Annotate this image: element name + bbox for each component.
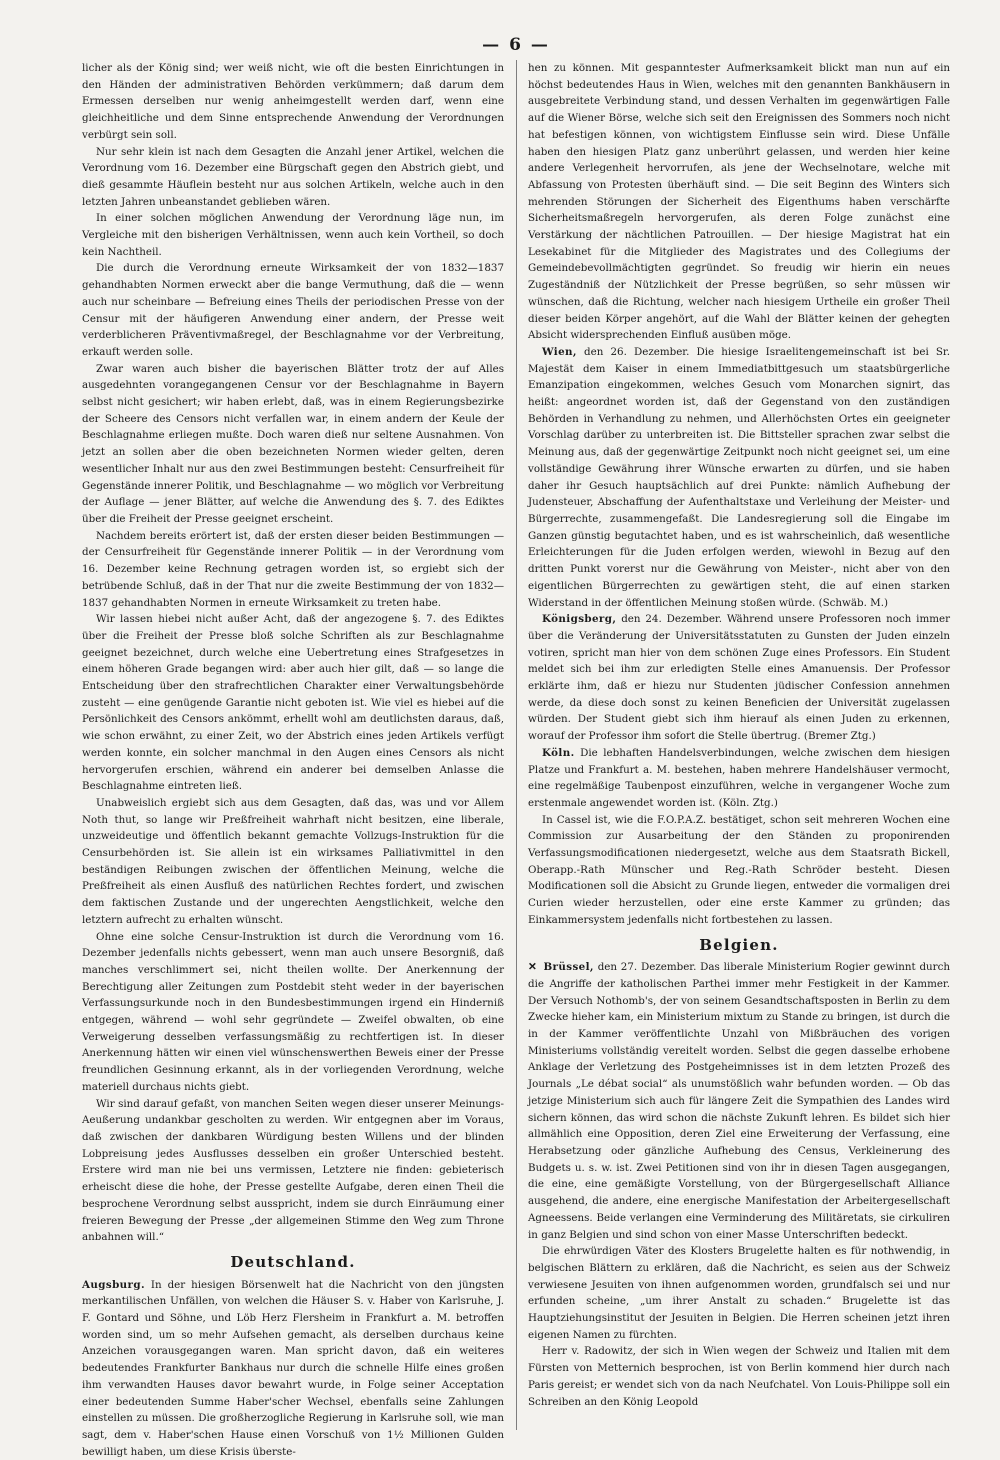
news-item-cassel: In Cassel ist, wie die F.O.P.A.Z. bestätiget, schon seit mehreren Wochen eine Commission zur Ausarbeitung der den Ständen zu proponirenden Verfassungsmodificationen niedergesetzt, welche aus dem Staatsrath Bickell, Oberapp.-Rath Münscher und Reg.-Rath Schröder besteht. Diesen Modificationen soll die Absicht zu Grunde liegen, entweder die vormaligen drei Curien wieder herzustellen, oder eine erste Kammer zu gründen; das Einkammersystem jedenfalls nicht fortbestehen zu lassen. — [528, 813, 950, 926]
news-item-koeln — [528, 745, 950, 812]
paragraph: Nachdem bereits erörtert ist, daß der ersten dieser beiden Bestimmungen — der Censurfreiheit für Gegenstände innerer Politik — in der Verordnung vom 16. Dezember keine Rechnung getragen worden ist, so ergiebt sich der betrübende Schluß, daß in der That nur die zweite Bestimmung der von 1832—1837 gehandhabten Normen in erneute Wirksamkeit zu treten habe. — [82, 529, 504, 609]
paragraph: Ohne eine solche Censur-Instruktion ist durch die Verordnung vom 16. Dezember jedenfalls nichts gebessert, wenn man auch unsere Besorgniß, daß manches verschlimmert sei, nicht theilen wollte. Der Anerkennung der Berechtigung aller Zeitungen zum Postdebit steht weder in der bayerischen Verfassungsurkunde noch in den Bundesbestimmungen irgend ein Hinderniß entgegen, während — wohl sehr gegründete — Zweifel obwalten, ob eine Verweigerung desselben verfassungsmäßig zu rechtfertigen ist. In dieser Anerkennung hätten wir einen viel wünschenswerthen Beweis einer der Presse freundlichen Gesinnung erkannt, als in der vorliegenden Verordnung, welche materiell durchaus nichts giebt. — [82, 930, 504, 1093]
news-text: den 27. Dezember. Das liberale Ministerium Rogier gewinnt durch die Angriffe der katholischen Parthei immer mehr Festigkeit in der Kammer. Der Versuch Nothomb's, der von seinem Gesandtschaftsposten in Berlin zu dem Zwecke hieher kam, ein Ministerium mixtum zu Stande zu bringen, ist durch die in der Kammer veröffentlichte Unzahl von Mißbräuchen des vorigen Ministeriums vollständig vereitelt worden. Selbst die gegen dasselbe erhobene Anklage der Verletzung des Postgeheimnisses ist in dem letzten Prozeß des Journals „Le débat social“ als unumstößlich wahr befunden worden. — Ob das jetzige Ministerium sich auch für längere Zeit die Sympathien des Landes wird sichern können, das wird schon die nächste Zukunft lehren. Es bildet sich hier allmählich eine Opposition, deren Ziel eine Erweiterung der Verfassung, eine Herabsetzung oder gänzliche Aufhebung des Census, Verkleinerung des Budgets u. s. w. ist. Zwei Petitionen sind von ihr in diesen Tagen ausgegangen, die eine, eine gemäßigte Vorstellung, von der Bürgergesellschaft Alliance ausgehend, die andere, eine energische Manifestation der Arbeitergesellschaft Agneessens. Beide verlangen eine Verminderung des Militäretats, sie cirkuliren in ganz Belgien und sind schon von einer Masse Unterschriften bedeckt. — [528, 961, 950, 1241]
dateline-place: Brüssel, — [543, 961, 594, 974]
paragraph: Die durch die Verordnung erneute Wirksamkeit der von 1832—1837 gehandhabten Normen erweckt aber die bange Vermuthung, daß die — wenn auch nur scheinbare — Befreiung eines Theils der periodischen Presse von der Censur mit der häufigeren Anwendung einer andern, der Presse weit verderblicheren Präventivmaßregel, der Beschlagnahme vor der Verbreitung, erkauft werden solle. — [82, 262, 504, 358]
page-number: — 6 — — [482, 35, 550, 55]
news-item-koenigsberg — [528, 611, 950, 745]
news-text: Die lebhaften Handelsverbindungen, welche zwischen dem hiesigen Platze und Frankfurt a. M. bestehen, haben mehrere Handelshäuser vermocht, eine regelmäßige Taubenpost einzuführen, welche in vergangener Woche zum erstenmale angewendet worden ist. (Köln. Ztg.) — [528, 746, 950, 809]
news-item-wien — [528, 344, 950, 611]
paragraph: Unabweislich ergiebt sich aus dem Gesagten, daß das, was und vor Allem Noth thut, so lange wir Preßfreiheit wahrhaft nicht besitzen, eine liberale, unzweideutige und öffentlich bekannt gemachte Vollzugs-Instruktion für die Censurbehörden ist. Sie allein ist ein wirksames Palliativmittel in den beständigen Reibungen zwischen der öffentlichen Meinung, welche die Preßfreiheit als einen Ausfluß des natürlichen Rechtes fordert, und zwischen dem faktischen Zustande und der ungerechten Aengstlichkeit, welche den letztern aufrecht zu erhalten wünscht. — [82, 796, 504, 926]
paragraph: In einer solchen möglichen Anwendung der Verordnung läge nun, im Vergleiche mit den bisherigen Verhältnissen, wenn auch kein Vortheil, so doch kein Nachtheil. — [82, 212, 504, 258]
paragraph: Wir sind darauf gefaßt, von manchen Seiten wegen dieser unserer Meinungs-Aeußerung undankbar gescholten zu werden. Wir entgegnen aber im Voraus, daß zwischen der dankbaren Würdigung besten Willens und der blinden Lobpreisung jedes Ausflusses desselben ein großer Unterschied besteht. Erstere wird man nie bei uns vermissen, Letztere nie finden: gebieterisch erheischt diese die hohe, der Presse gestellte Aufgabe, deren einen Theil die besprochene Verordnung selbst ausspricht, indem sie durch Einräumung einer freieren Bewegung der Presse „der allgemeinen Stimme den Weg zum Throne anbahnen will.“ — [82, 1097, 504, 1244]
news-text: den 24. Dezember. Während unsere Professoren noch immer über die Veränderung der Universitätsstatuten zu Gunsten der Juden einzeln votiren, spricht man hier von dem schönen Zuge eines Professors. Ein Student meldet sich bei ihm zur erledigten Stelle eines Amanuensis. Der Professor erklärte ihm, daß er hiezu nur Studenten jüdischer Confession annehmen werde, da diese doch sonst zu keinen Beneficien der Universität zugelassen würden. Der Student giebt sich ihm hierauf als einen Juden zu erkennen, worauf der Professor ihm sofort die Stelle übertrug. (Bremer Ztg.) — [528, 613, 950, 743]
news-item-augsburg — [82, 1277, 504, 1460]
paragraph: licher als der König sind; wer weiß nicht, wie oft die besten Einrichtungen in den Händen der administrativen Behörden verkümmern; daß darum dem Ermessen derselben nur wenig anheimgestellt werden darf, wenn eine gleichheitliche und dem Sinne entsprechende Anwendung der Verordnungen verbürgt sein soll. — [82, 62, 504, 141]
article-columns — [82, 60, 950, 1458]
dateline-place: Köln. — [542, 746, 575, 759]
news-text: In der hiesigen Börsenwelt hat die Nachricht von den jüngsten merkantilischen Unfällen, von welchen die Häuser S. v. Haber von Karlsruhe, J. F. Gontard und Söhne, und Löb Herz Flersheim in Frankfurt a. M. betroffen worden sind, um so mehr Aufsehen gemacht, als derselben durchaus keine Anzeichen vorausgegangen waren. Man spricht davon, daß ein weiteres bedeutendes Frankfurter Bankhaus nur durch die schnelle Hilfe eines großen ihm verwandten Hauses davor bewahrt wurde, in Folge seiner Acceptation einer bedeutenden Summe Haber'scher Wechsel, ebenfalls seine Zahlungen einstellen zu müssen. Die großherzogliche Regierung in Karlsruhe soll, wie man sagt, dem v. Haber'schen Hause einen Vorschuß von 1½ Millionen Gulden bewilligt haben, um diese Krisis überste- — [82, 1278, 504, 1458]
news-item-bruessel — [528, 959, 950, 1243]
paragraph: Nur sehr klein ist nach dem Gesagten die Anzahl jener Artikel, welchen die Verordnung vom 16. Dezember eine Bürgschaft gegen den Abstrich giebt, und dieß gesammte Häuflein besteht nur aus solchen Artikeln, welche auch in den letzten Jahren unbeanstandet geblieben wären. — [82, 145, 504, 208]
cross-marker-icon: ✕ — [528, 961, 537, 974]
paragraph: Zwar waren auch bisher die bayerischen Blätter trotz der auf Alles ausgedehnten vorangegangenen Censur vor der Beschlagnahme in Bayern selbst nicht gesichert; wir haben erlebt, daß, was in einem Regierungsbezirke der Scheere des Censors nicht verfallen war, in einem andern der Keule der Beschlagnahme erliegen mußte. Doch waren dieß nur seltene Ausnahmen. Von jetzt an sollen aber die oben bezeichneten Normen wieder gelten, deren wesentlicher Inhalt nur aus den zwei Bestimmungen besteht: Censurfreiheit für Gegenstände innerer Politik, und Beschlagnahme — wo möglich vor Verbreitung der Auflage — jener Blätter, auf welche die Anwendung des §. 7. des Ediktes über die Freiheit der Presse geeignet erscheint. — [82, 362, 504, 525]
dateline-place: Wien, — [542, 345, 577, 358]
paragraph: Herr v. Radowitz, der sich in Wien wegen der Schweiz und Italien mit dem Fürsten von Metternich besprochen, ist von Berlin kommend hier durch nach Paris gereist; er wendet sich von da nach Neufchatel. Von Louis-Philippe soll ein Schreiben an den König Leopold — [528, 1345, 950, 1408]
news-text: den 26. Dezember. Die hiesige Israelitengemeinschaft ist bei Sr. Majestät dem Kaiser in einem Immediatbittgesuch um staatsbürgerliche Emanzipation eingekommen, welches Gesuch vom Monarchen signirt, das heißt: angeordnet worden ist, daß der Gegenstand von den zuständigen Behörden in Verhandlung zu nehmen, und Allerhöchsten Ortes ein geeigneter Vorschlag darüber zu unterbreiten ist. Die Bittsteller sprachen zwar selbst die Meinung aus, daß der gegenwärtige Zeitpunkt noch nicht geeignet sei, um eine vollständige Gewährung ihrer Wünsche erwarten zu dürfen, und sie haben daher ihr Gesuch hauptsächlich auf drei Punkte: nämlich Aufhebung der Judensteuer, Abschaffung der Aufenthaltstaxe und Verleihung der Meister- und Bürgerrechte, zusammengefaßt. Die Landesregierung soll die Eingabe im Ganzen günstig begutachtet haben, und es ist wahrscheinlich, daß wesentliche Erleichterungen für die Juden erfolgen werden, wiewohl in Bezug auf den dritten Punkt vorerst nur die Gewährung von Meister-, nicht aber von den eigentlichen Bürgerrechten zu gewärtigen steht, die auf einen starken Widerstand in der öffentlichen Meinung stoßen würde. (Schwäb. M.) — [528, 345, 950, 609]
section-heading-deutschland: Deutschland. — [230, 1252, 356, 1271]
left-column — [82, 60, 504, 1458]
paragraph: Die ehrwürdigen Väter des Klosters Brugelette halten es für nothwendig, in belgischen Blättern zu erklären, daß die Nachricht, es seien aus der Schweiz verwiesene Jesuiten von ihnen aufgenommen worden, grundfalsch sei und nur erfunden scheine, „um ihrer Anstalt zu schaden.“ Brugelette ist das Hauptziehungsinstitut der Jesuiten in Belgien. Die Herren scheinen jetzt ihren eigenen Namen zu fürchten. — [528, 1245, 950, 1341]
column-divider — [516, 60, 517, 1430]
dateline-place: Augsburg. — [82, 1278, 145, 1291]
paragraph: Wir lassen hiebei nicht außer Acht, daß der angezogene §. 7. des Ediktes über die Freiheit der Presse bloß solche Schriften als zur Beschlagnahme geeignet bezeichnet, durch welche eine Uebertretung eines Strafgesetzes in einem höheren Grade begangen wird: aber auch hier gilt, daß — so lange die Entscheidung über den strafrechtlichen Charakter einer Verwaltungsbehörde zusteht — eine genügende Garantie nicht geboten ist. Wie viel es hiebei auf die Persönlichkeit des Censors ankömmt, erhellt wohl am deutlichsten daraus, daß, wie schon erwähnt, zu einer Zeit, wo der Abstrich eines jeden Artikels verfügt werden konnte, ein solcher manchmal in den Augen eines Censors als nicht hervorgerufen erschien, während ein anderer bei demselben Anlasse die Beschlagnahme eintreten ließ. — [82, 613, 504, 793]
right-column — [528, 60, 950, 1430]
dateline-place: Königsberg, — [542, 613, 617, 626]
section-heading-belgien: Belgien. — [699, 935, 779, 954]
paragraph: hen zu können. Mit gespanntester Aufmerksamkeit blickt man nun auf ein höchst bedeutendes Haus in Wien, welches mit den genannten Bankhäusern in ausgebreitete Verbindung stand, und dessen Verhalten im gegenwärtigen Falle auf die Wiener Börse, welche sich seit den Ereignissen des Sommers noch nicht hat befestigen können, von wichtigstem Einflusse sein wird. Diese Unfälle haben den hiesigen Platz ganz unberührt gelassen, und werden hier keine andere Verlegenheit hervorrufen, als jene der Wechselnotare, welche mit Abfassung von Protesten überhäuft sind. — Die seit Beginn des Winters sich mehrenden Störungen der Sicherheit des Eigenthums haben verschärfte Sicherheitsmaßregeln hervorgerufen, als deren Folge zunächst eine Verstärkung der nächtlichen Patrouillen. — Der hiesige Magistrat hat ein Lesekabinet für die Mitglieder des Magistrates und des Collegiums der Gemeindebevollmächtigten gegründet. So freudig wir hierin ein neues Zugeständniß der Nützlichkeit der Presse begrüßen, so sehr müssen wir wünschen, daß die Richtung, welcher nach hiesigem Urtheile ein großer Theil dieser beiden Körper angehört, auf die Wahl der Blätter keinen der gehegten Absicht widersprechenden Einfluß ausüben möge. — [528, 62, 950, 342]
